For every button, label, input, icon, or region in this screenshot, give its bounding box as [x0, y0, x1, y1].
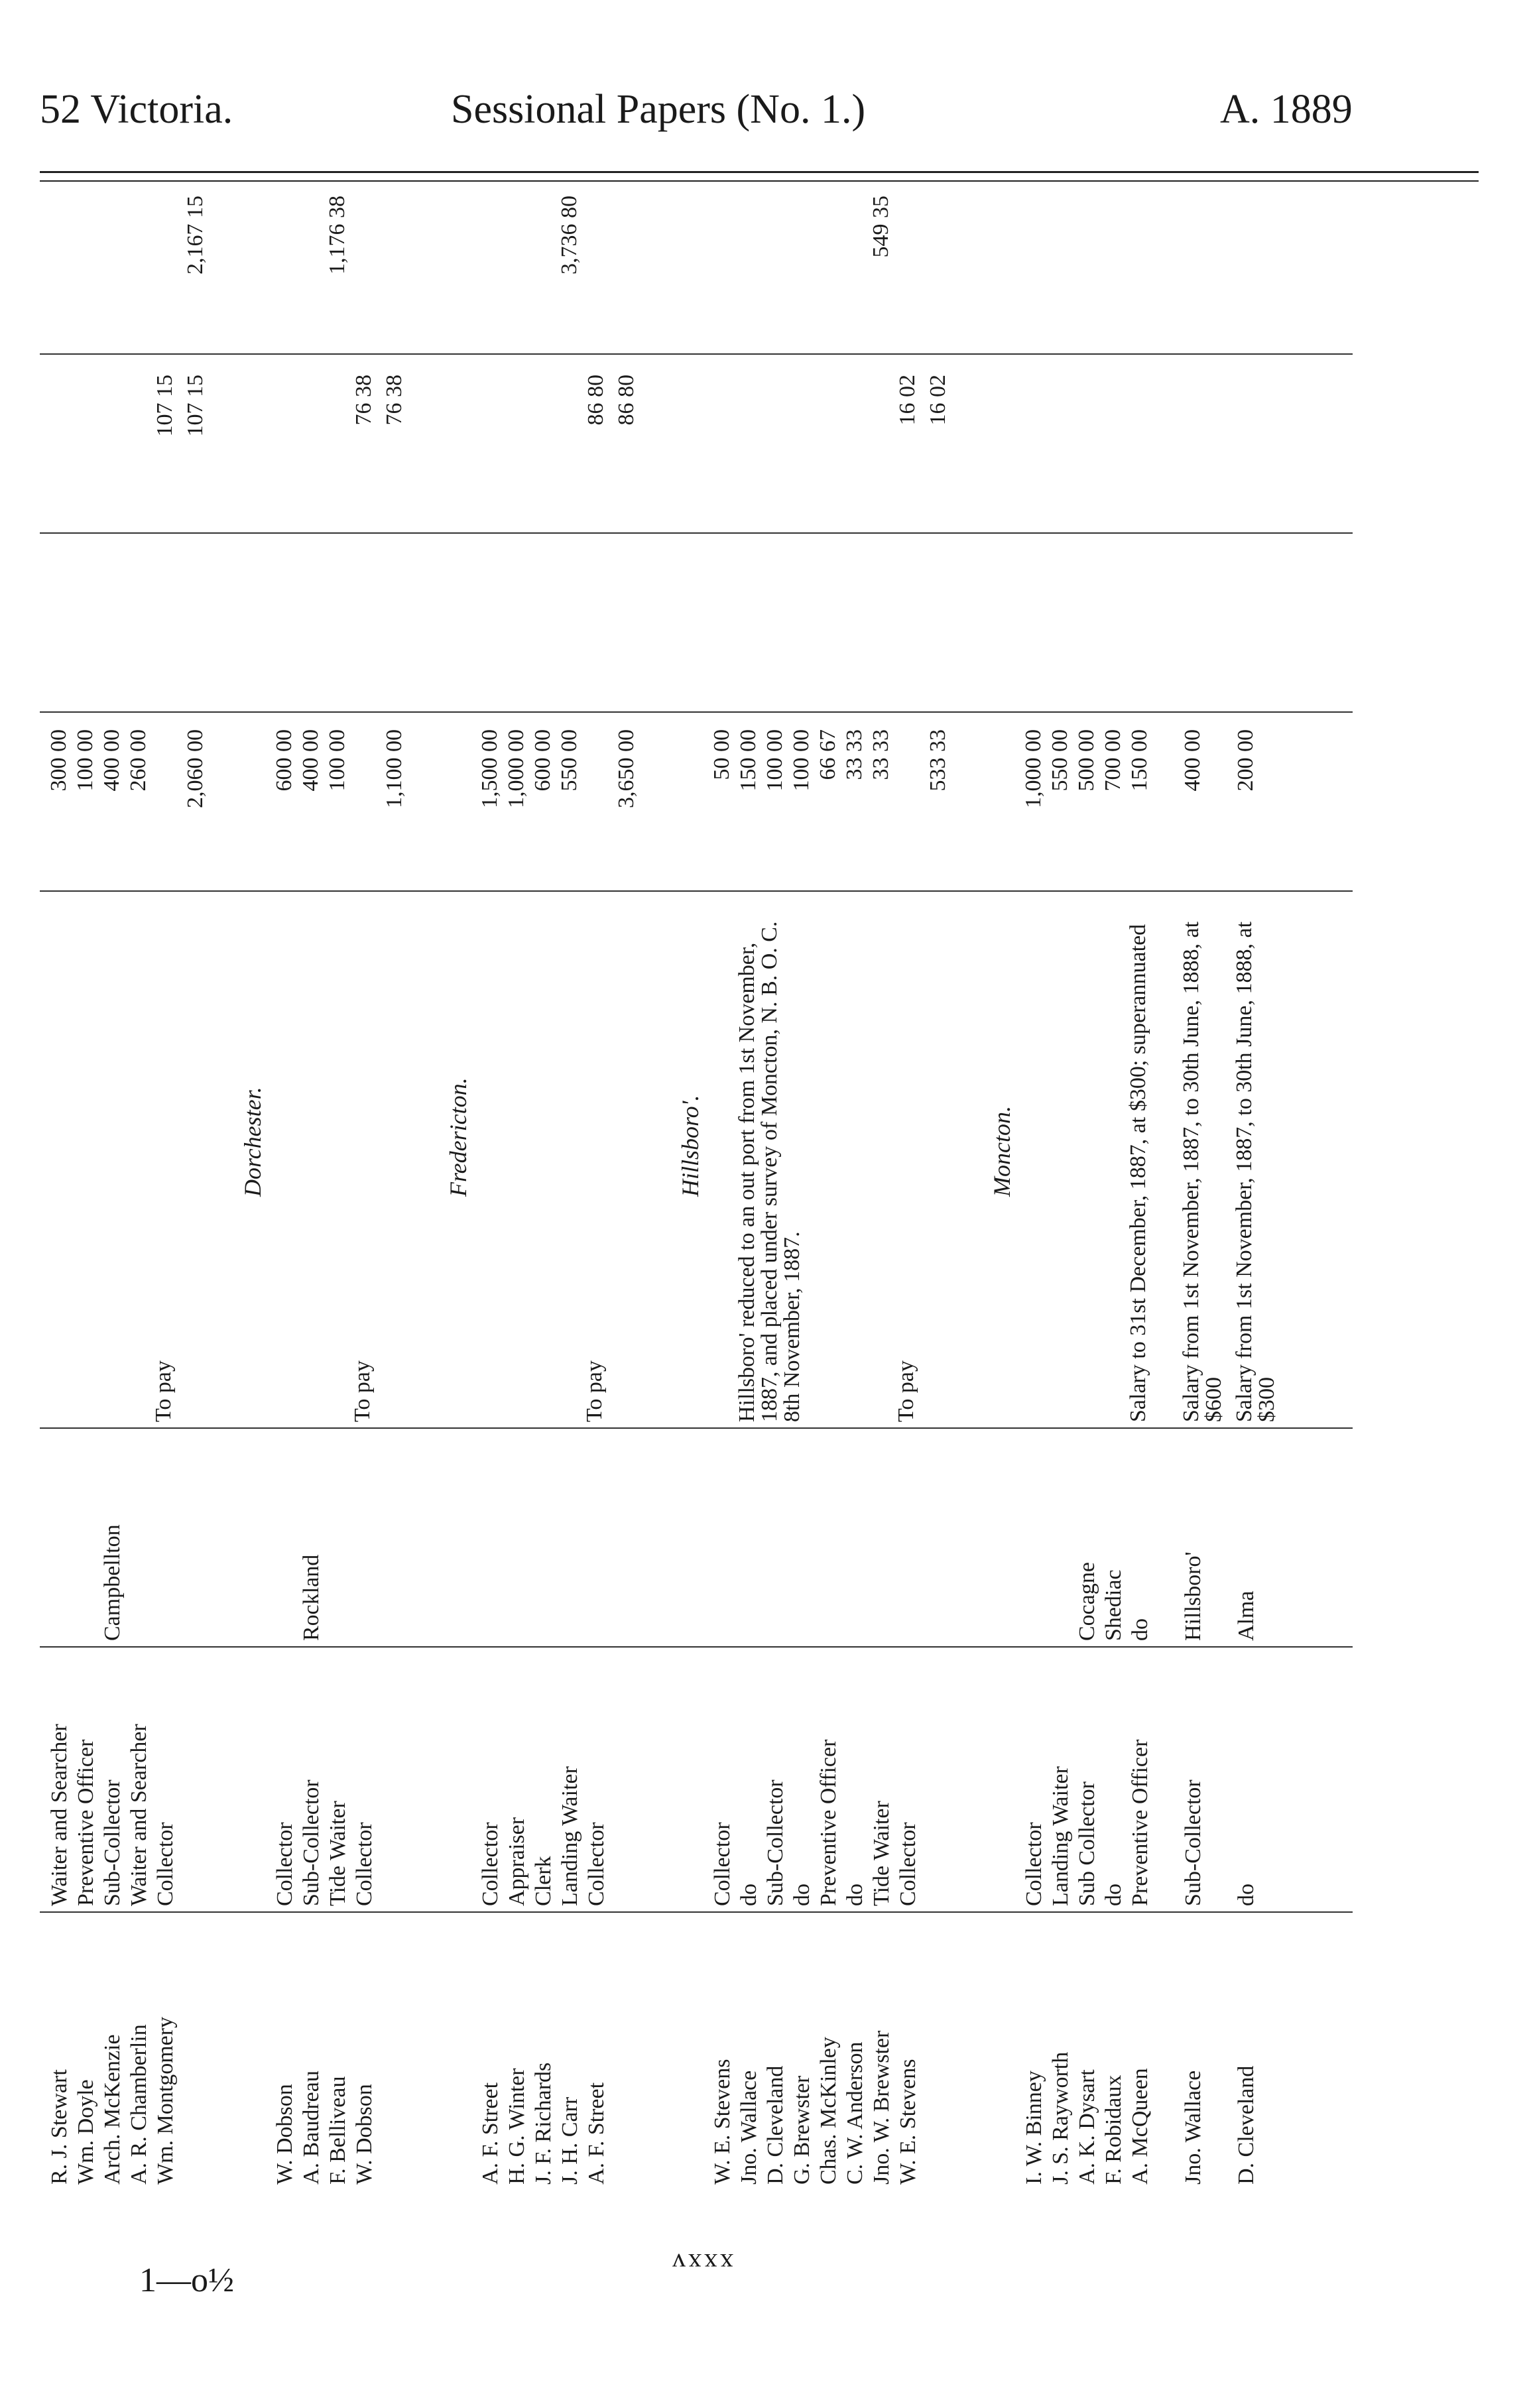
person-name: Chas. McKinley — [816, 2037, 841, 2185]
column-divider — [40, 1911, 1353, 1913]
salary-amount: 33 33 — [842, 729, 867, 780]
position-title: Waiter and Searcher — [47, 1724, 72, 1906]
salary-amount: 100 00 — [73, 729, 97, 792]
person-name: J. H. Carr — [558, 2096, 582, 2185]
station-name: Cocagne — [1075, 1562, 1099, 1641]
position-title: Collector — [710, 1822, 735, 1906]
column-divider — [40, 890, 1353, 892]
remark-text: To pay — [350, 1360, 375, 1422]
salary-amount: 600 00 — [530, 729, 555, 792]
page-header — [40, 73, 1485, 146]
position-title: Landing Waiter — [558, 1766, 582, 1906]
salary-amount: 300 00 — [46, 729, 71, 792]
position-title: Appraiser — [505, 1817, 529, 1906]
salary-amount: 200 00 — [1233, 729, 1258, 792]
salary-amount: 500 00 — [1074, 729, 1099, 792]
person-name: W. Dobson — [273, 2084, 297, 2185]
grand-total: 1,176 38 — [325, 196, 349, 274]
station-name: Alma — [1234, 1591, 1258, 1641]
grand-total: 3,736 80 — [557, 196, 581, 274]
position-title: Preventive Officer — [816, 1739, 841, 1906]
column-divider — [40, 353, 1353, 355]
position-title: Collector — [584, 1822, 609, 1906]
subtotal: 533 33 — [926, 729, 950, 792]
person-name: H. G. Winter — [505, 2068, 529, 2185]
person-name: W. E. Stevens — [710, 2059, 735, 2185]
position-title: Collector — [273, 1822, 297, 1906]
salary-amount: 400 00 — [298, 729, 323, 792]
position-title: do — [790, 1884, 814, 1906]
column-total-repeat: 107 15 — [183, 375, 208, 437]
position-title: Collector — [153, 1822, 178, 1906]
section-title: Hillsboro'. — [677, 1095, 703, 1197]
salary-amount: 400 00 — [99, 729, 124, 792]
header-year: A. 1889 — [1220, 87, 1353, 132]
remark-text: To pay — [151, 1360, 176, 1422]
salary-amount: 260 00 — [126, 729, 151, 792]
column-divider — [40, 532, 1353, 534]
column-divider — [40, 1646, 1353, 1648]
position-title: Sub-Collector — [100, 1779, 125, 1906]
header-volume: 52 Victoria. — [40, 87, 233, 132]
station-name: Rockland — [299, 1554, 324, 1641]
person-name: A. Baudreau — [299, 2071, 324, 2185]
position-title: Sub-Collector — [763, 1779, 788, 1906]
person-name: I. W. Binney — [1022, 2071, 1046, 2185]
signature-mark: 1—o½ — [139, 2261, 234, 2299]
column-total: 16 02 — [895, 375, 920, 426]
salary-amount: 150 00 — [1127, 729, 1152, 792]
section-title: Moncton. — [989, 1106, 1015, 1197]
section-title: Fredericton. — [445, 1077, 471, 1197]
position-title: do — [843, 1884, 867, 1906]
position-title: Tide Waiter — [326, 1801, 350, 1906]
column-total-repeat: 86 80 — [614, 375, 639, 426]
salary-amount: 100 00 — [325, 729, 349, 792]
person-name: J. S. Rayworth — [1048, 2051, 1073, 2185]
salary-table — [40, 162, 1353, 2191]
remark-text: Salary to 31st December, 1887, at $300; superannuated — [1126, 924, 1150, 1422]
salary-amount: 50 00 — [709, 729, 734, 780]
person-name: Wm. Montgomery — [153, 2016, 178, 2185]
person-name: W. Dobson — [352, 2084, 377, 2185]
column-total-repeat: 16 02 — [926, 375, 950, 426]
person-name: Jno. W. Brewster — [869, 2030, 894, 2185]
salary-amount: 66 67 — [816, 729, 840, 780]
remark-text: Salary from 1st November, 1887, to 30th June, 1888, at $600 — [1179, 921, 1226, 1422]
position-title: Landing Waiter — [1048, 1766, 1073, 1906]
person-name: A. K. Dysart — [1075, 2069, 1099, 2185]
salary-amount: 150 00 — [736, 729, 761, 792]
person-name: Jno. Wallace — [1181, 2070, 1205, 2185]
subtotal: 2,060 00 — [183, 729, 208, 808]
person-name: R. J. Stewart — [47, 2069, 72, 2185]
column-total-repeat: 76 38 — [382, 375, 406, 426]
position-title: Tide Waiter — [869, 1801, 894, 1906]
salary-amount: 700 00 — [1101, 729, 1125, 792]
remark-text: To pay — [582, 1360, 607, 1422]
subtotal: 3,650 00 — [614, 729, 639, 808]
salary-amount: 100 00 — [789, 729, 814, 792]
position-title: Preventive Officer — [74, 1739, 98, 1906]
subtotal: 1,100 00 — [382, 729, 406, 808]
salary-amount: 100 00 — [763, 729, 787, 792]
salary-amount: 550 00 — [1048, 729, 1072, 792]
station-name: Campbellton — [100, 1524, 125, 1641]
station-name: Shediac — [1101, 1569, 1126, 1641]
person-name: C. W. Anderson — [843, 2041, 867, 2185]
position-title: do — [1101, 1884, 1126, 1906]
person-name: Wm. Doyle — [74, 2079, 98, 2185]
person-name: W. E. Stevens — [896, 2059, 920, 2185]
person-name: G. Brewster — [790, 2075, 814, 2185]
position-title: Sub Collector — [1075, 1781, 1099, 1906]
salary-amount: 600 00 — [272, 729, 296, 792]
column-divider — [40, 1427, 1353, 1429]
person-name: F. Belliveau — [326, 2076, 350, 2185]
column-total: 86 80 — [583, 375, 608, 426]
position-title: Collector — [896, 1822, 920, 1906]
column-divider — [40, 711, 1353, 713]
grand-total: 549 35 — [869, 196, 893, 258]
station-name: do — [1128, 1618, 1152, 1641]
position-title: Preventive Officer — [1128, 1739, 1152, 1906]
position-title: do — [737, 1884, 761, 1906]
position-title: Collector — [478, 1822, 503, 1906]
person-name: Arch. McKenzie — [100, 2034, 125, 2185]
section-note: Hillsboro' reduced to an out port from 1st November, 1887, and placed under survey of Moncton, N. B. O. C. 8th November, 1887. — [735, 921, 804, 1422]
position-title: do — [1234, 1884, 1258, 1906]
person-name: J. F. Richards — [531, 2062, 556, 2185]
person-name: F. Robidaux — [1101, 2075, 1126, 2185]
position-title: Sub-Collector — [1181, 1779, 1205, 1906]
person-name: A. F. Street — [584, 2082, 609, 2185]
position-title: Sub-Collector — [299, 1779, 324, 1906]
section-title: Dorchester. — [239, 1087, 266, 1197]
position-title: Clerk — [531, 1856, 556, 1906]
grand-total: 2,167 15 — [183, 196, 208, 274]
column-total: 107 15 — [153, 375, 177, 437]
column-total: 76 38 — [351, 375, 376, 426]
salary-amount: 1,500 00 — [477, 729, 502, 808]
remark-text: To pay — [894, 1360, 918, 1422]
salary-amount: 550 00 — [557, 729, 581, 792]
position-title: Collector — [1022, 1822, 1046, 1906]
salary-amount: 33 33 — [869, 729, 893, 780]
person-name: D. Cleveland — [1234, 2065, 1258, 2185]
person-name: A. McQueen — [1128, 2068, 1152, 2185]
person-name: Jno. Wallace — [737, 2070, 761, 2185]
person-name: A. R. Chamberlin — [127, 2024, 151, 2185]
salary-amount: 400 00 — [1180, 729, 1205, 792]
position-title: Waiter and Searcher — [127, 1724, 151, 1906]
page-number: xxxv — [670, 2248, 733, 2278]
salary-amount: 1,000 00 — [504, 729, 528, 808]
remark-text: Salary from 1st November, 1887, to 30th June, 1888, at $300 — [1232, 921, 1279, 1422]
person-name: D. Cleveland — [763, 2065, 788, 2185]
position-title: Collector — [352, 1822, 377, 1906]
person-name: A. F. Street — [478, 2082, 503, 2185]
salary-amount: 1,000 00 — [1021, 729, 1046, 808]
station-name: Hillsboro' — [1181, 1551, 1205, 1641]
header-title: Sessional Papers (No. 1.) — [451, 87, 866, 132]
